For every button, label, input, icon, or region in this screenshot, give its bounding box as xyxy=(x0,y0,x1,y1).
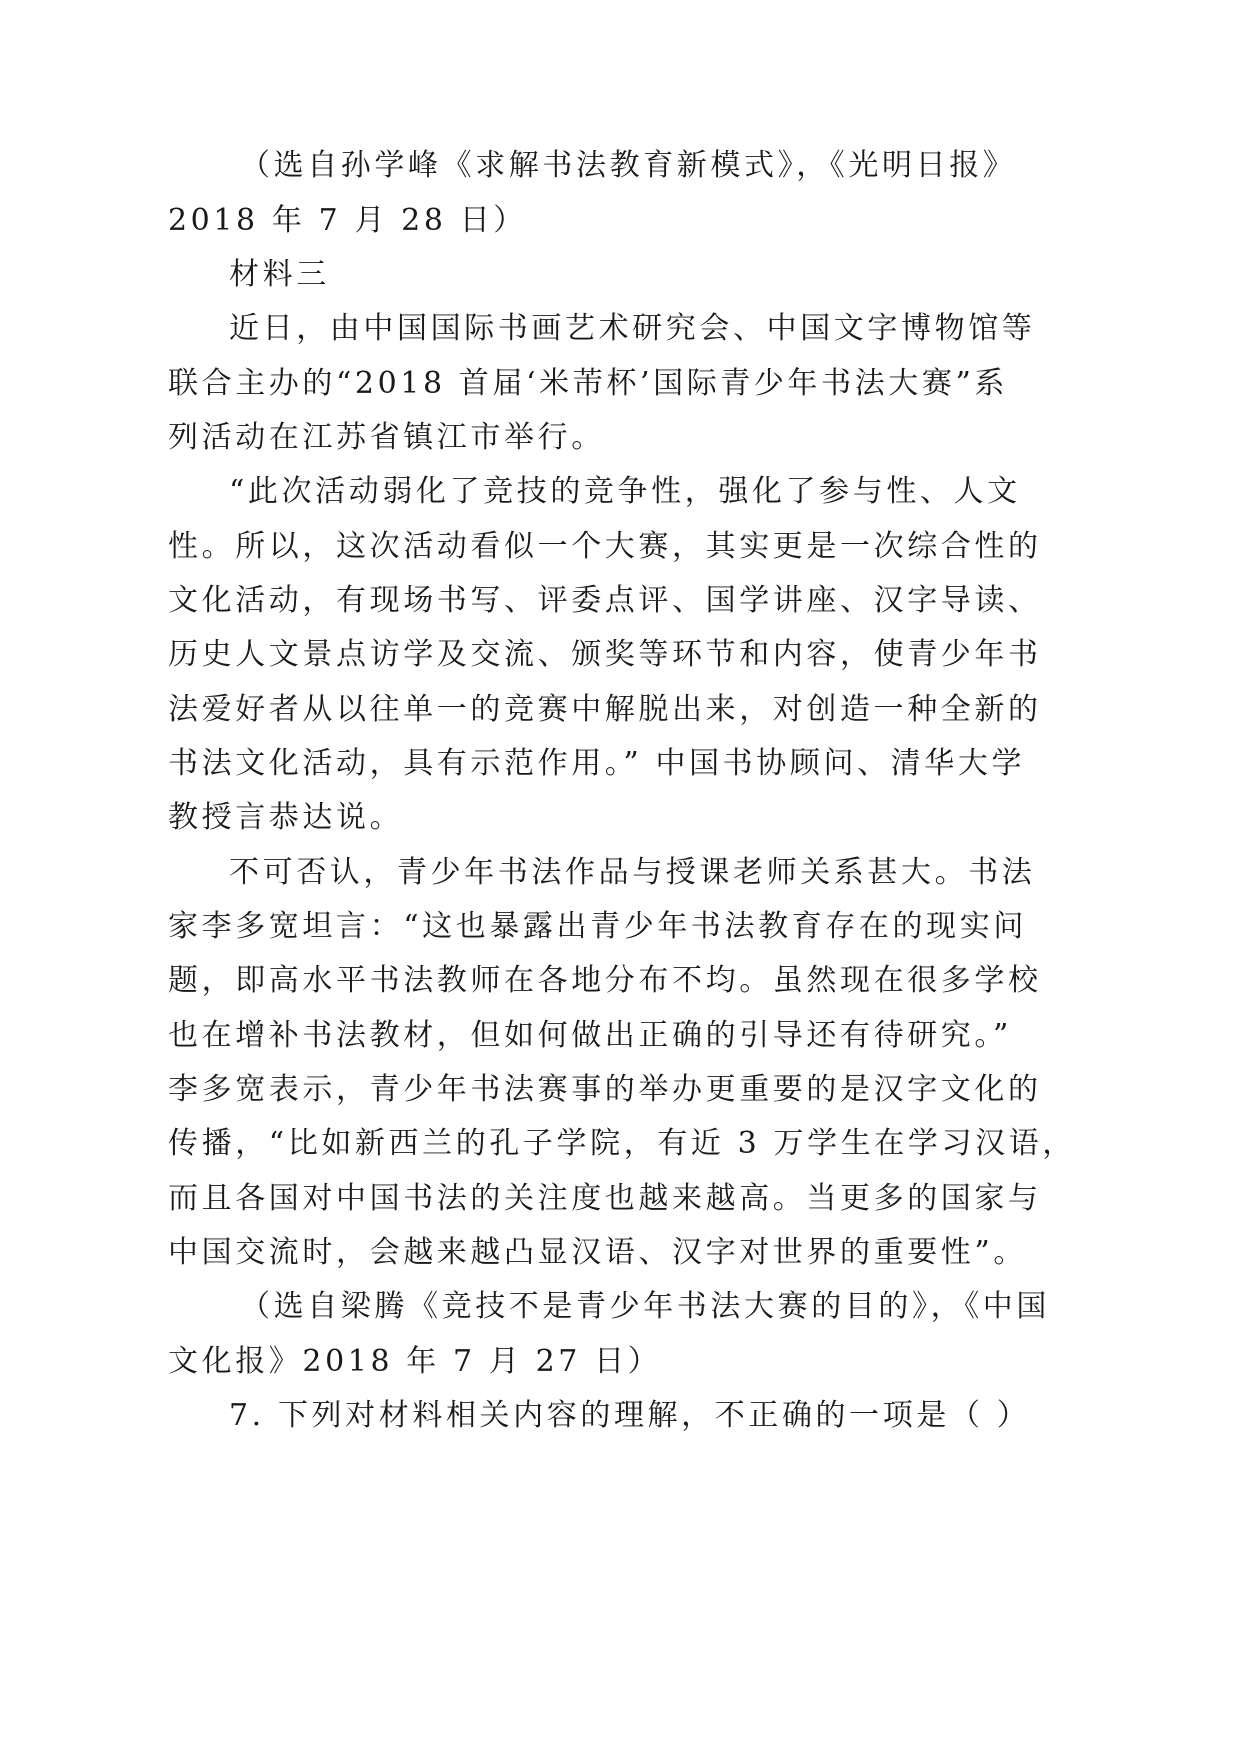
paragraph-line: 教授言恭达说。 xyxy=(168,800,404,835)
paragraph-line: 题，即高水平书法教师在各地分布不均。虽然现在很多学校 xyxy=(168,963,1042,998)
paragraph-line: 书法文化活动，具有示范作用。” 中国书协顾问、清华大学 xyxy=(168,746,1026,781)
paragraph-line: 家李多宽坦言：“这也暴露出青少年书法教育存在的现实问 xyxy=(168,909,1027,944)
paragraph-line: 传播，“比如新西兰的孔子学院，有近 3 万学生在学习汉语， xyxy=(168,1126,1076,1161)
paragraph-line: 联合主办的“2018 首届‘米芾杯’国际青少年书法大赛”系 xyxy=(168,366,1009,401)
question-prompt: 7. 下列对材料相关内容的理解，不正确的一项是（ ） xyxy=(229,1398,1031,1433)
paragraph-line: 李多宽表示，青少年书法赛事的举办更重要的是汉字文化的 xyxy=(168,1072,1042,1107)
paragraph-line: 中国交流时，会越来越凸显汉语、汉字对世界的重要性”。 xyxy=(168,1235,1027,1270)
paragraph-line: 法爱好者从以往单一的竞赛中解脱出来，对创造一种全新的 xyxy=(168,692,1042,727)
source-citation-line-1: （选自梁腾《竞技不是青少年书法大赛的目的》，《中国 xyxy=(240,1289,1050,1324)
source-citation-line-2: 文化报》2018 年 7 月 27 日） xyxy=(168,1344,662,1379)
paragraph-line: 也在增补书法教材，但如何做出正确的引导还有待研究。” xyxy=(168,1018,1012,1053)
section-heading: 材料三 xyxy=(229,257,330,292)
paragraph-line: 性。所以，这次活动看似一个大赛，其实更是一次综合性的 xyxy=(168,529,1042,564)
paragraph-line: 列活动在江苏省镇江市举行。 xyxy=(168,420,605,455)
paragraph-line: 而且各国对中国书法的关注度也越来越高。当更多的国家与 xyxy=(168,1181,1042,1216)
paragraph-line: 不可否认，青少年书法作品与授课老师关系甚大。书法 xyxy=(229,855,1036,890)
paragraph-line: 历史人文景点访学及交流、颁奖等环节和内容，使青少年书 xyxy=(168,637,1042,672)
paragraph-line: “此次活动弱化了竞技的竞争性，强化了参与性、人文 xyxy=(229,474,1021,509)
source-citation-line-1: （选自孙学峰《求解书法教育新模式》，《光明日报》 xyxy=(240,148,1017,183)
paragraph-line: 近日，由中国国际书画艺术研究会、中国文字博物馆等 xyxy=(229,311,1036,346)
paragraph-line: 文化活动，有现场书写、评委点评、国学讲座、汉字导读、 xyxy=(168,583,1042,618)
source-citation-line-2: 2018 年 7 月 28 日） xyxy=(168,203,527,238)
